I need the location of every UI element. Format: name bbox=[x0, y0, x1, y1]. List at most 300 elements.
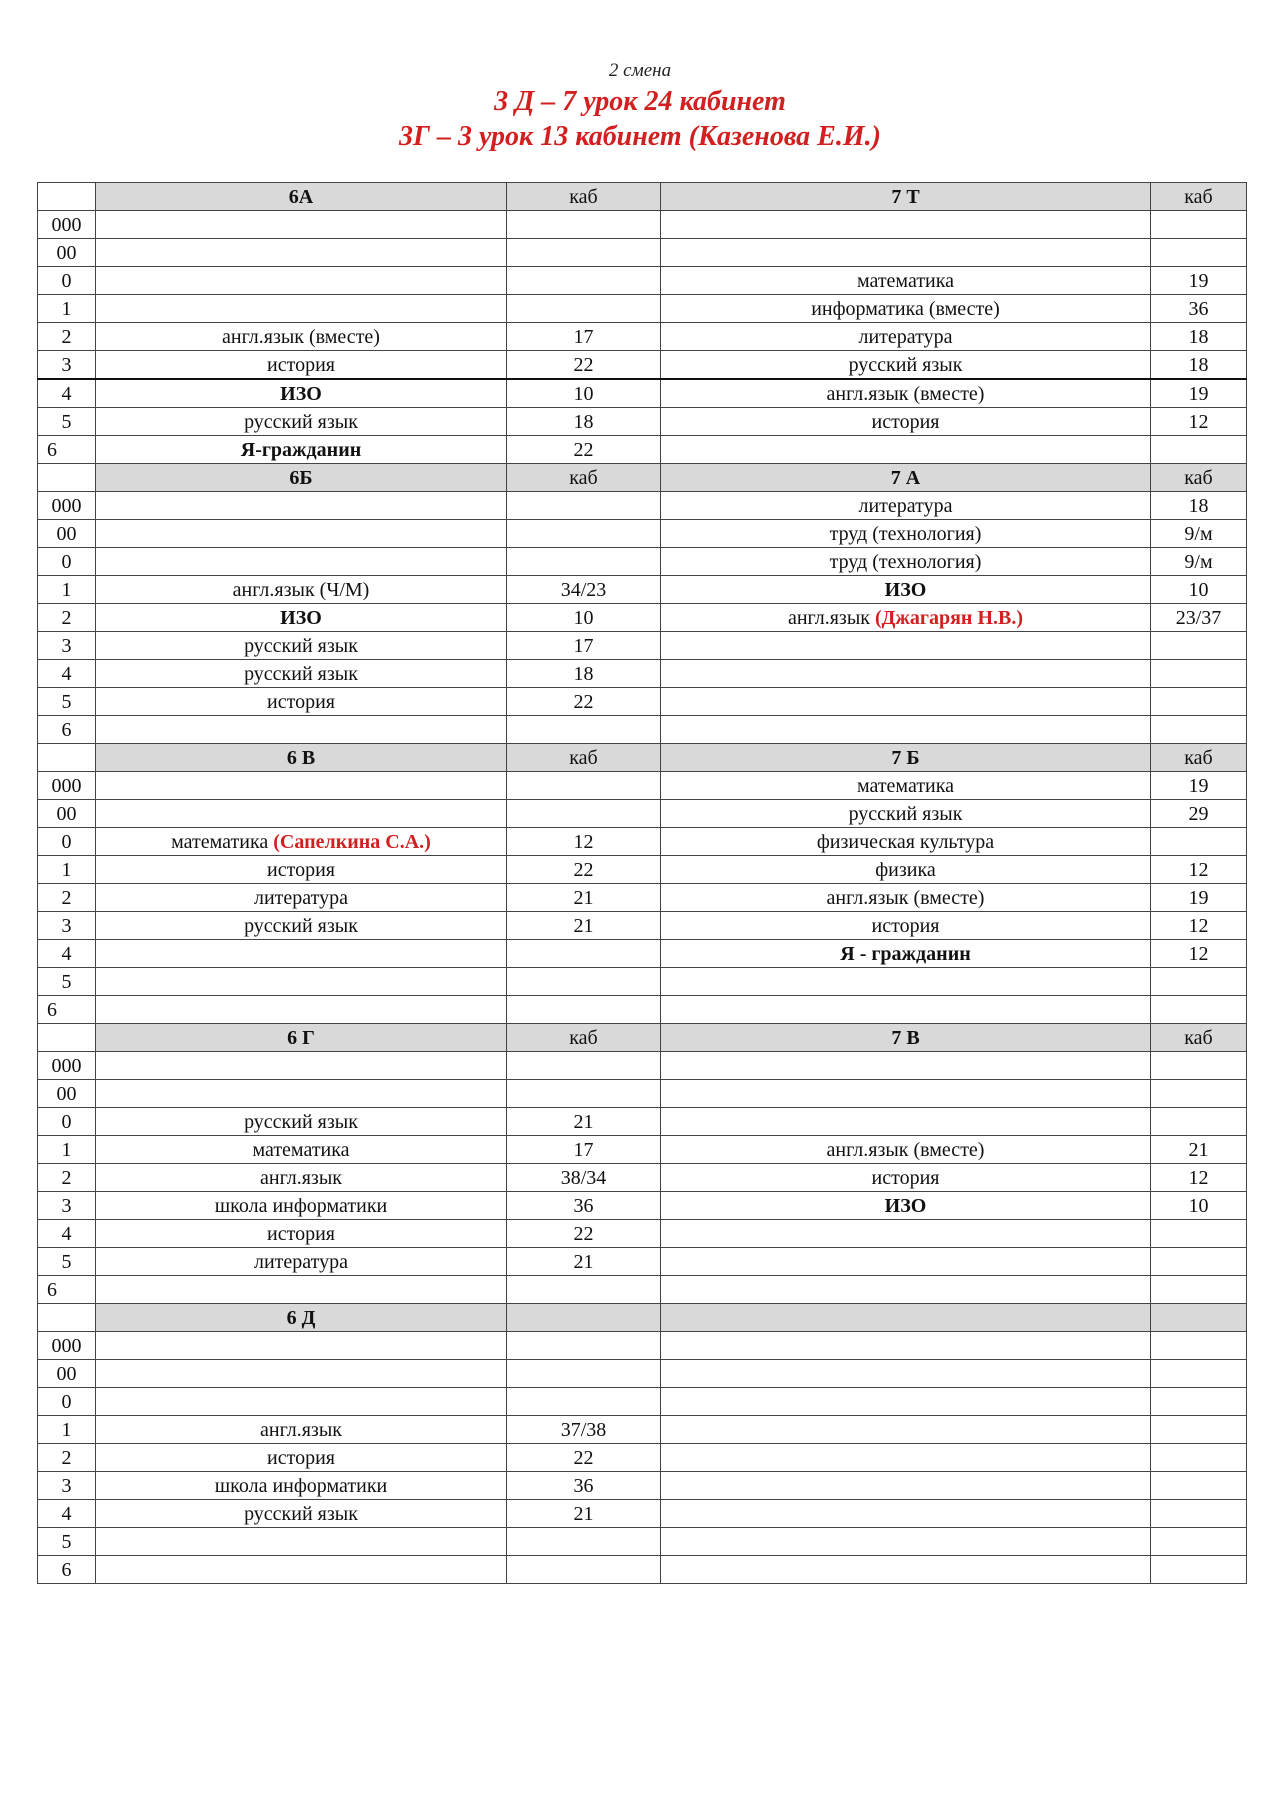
cabinet-right bbox=[1151, 688, 1247, 716]
lesson-number: 2 bbox=[38, 884, 96, 912]
lesson-number: 5 bbox=[38, 408, 96, 436]
lesson-row bbox=[38, 239, 1247, 267]
lesson-row bbox=[38, 1444, 1247, 1472]
notice-line-2: 3Г – 3 урок 13 кабинет (Казенова Е.И.) bbox=[399, 121, 881, 152]
cabinet-left: 22 bbox=[507, 1444, 661, 1472]
subject-left: русский язык bbox=[96, 912, 507, 940]
lesson-number: 2 bbox=[38, 323, 96, 351]
cabinet-left: 18 bbox=[507, 660, 661, 688]
class-name-left: 6Б bbox=[96, 464, 507, 492]
cabinet-right bbox=[1151, 1388, 1247, 1416]
subject-right: литература bbox=[661, 323, 1151, 351]
cabinet-right: 9/м bbox=[1151, 520, 1247, 548]
lesson-row bbox=[38, 351, 1247, 380]
cabinet-left bbox=[507, 1276, 661, 1304]
subject-right bbox=[661, 1108, 1151, 1136]
lesson-number: 3 bbox=[38, 1472, 96, 1500]
subject-right: русский язык bbox=[661, 800, 1151, 828]
subject-left: история bbox=[96, 856, 507, 884]
subject-right bbox=[661, 604, 1151, 632]
lesson-row bbox=[38, 267, 1247, 295]
subject-right bbox=[661, 1472, 1151, 1500]
schedule-table bbox=[37, 182, 1247, 1584]
subject-right: труд (технология) bbox=[661, 548, 1151, 576]
cabinet-left: 18 bbox=[507, 408, 661, 436]
subject-left bbox=[96, 772, 507, 800]
subject-right: история bbox=[661, 408, 1151, 436]
cabinet-right: 29 bbox=[1151, 800, 1247, 828]
subject-right bbox=[661, 968, 1151, 996]
lesson-number: 2 bbox=[38, 1444, 96, 1472]
class-header-row bbox=[38, 1304, 1247, 1332]
lesson-row bbox=[38, 1192, 1247, 1220]
subject-left bbox=[96, 295, 507, 323]
lesson-number: 3 bbox=[38, 632, 96, 660]
cabinet-left: 21 bbox=[507, 912, 661, 940]
lesson-number: 1 bbox=[38, 576, 96, 604]
lesson-row bbox=[38, 772, 1247, 800]
subject-left: литература bbox=[96, 1248, 507, 1276]
subject-left bbox=[96, 1360, 507, 1388]
cabinet-header-right: каб bbox=[1151, 1024, 1247, 1052]
lesson-number: 1 bbox=[38, 295, 96, 323]
cabinet-header-right: каб bbox=[1151, 183, 1247, 211]
subject-text: англ.язык bbox=[787, 606, 870, 629]
lesson-number: 3 bbox=[38, 1192, 96, 1220]
cabinet-right: 19 bbox=[1151, 772, 1247, 800]
class-name-right: 7 Б bbox=[661, 744, 1151, 772]
subject-left: школа информатики bbox=[96, 1472, 507, 1500]
subject-right: физическая культура bbox=[661, 828, 1151, 856]
cabinet-right bbox=[1151, 1528, 1247, 1556]
class-name-left: 6 Д bbox=[96, 1304, 507, 1332]
lesson-row bbox=[38, 1556, 1247, 1584]
cabinet-right: 10 bbox=[1151, 576, 1247, 604]
subject-left bbox=[96, 1332, 507, 1360]
class-header-row bbox=[38, 744, 1247, 772]
cabinet-left: 17 bbox=[507, 323, 661, 351]
subject-left bbox=[96, 1052, 507, 1080]
row-number-header bbox=[38, 744, 96, 772]
subject-right: ИЗО bbox=[661, 576, 1151, 604]
cabinet-left: 38/34 bbox=[507, 1164, 661, 1192]
lesson-row bbox=[38, 1528, 1247, 1556]
lesson-row bbox=[38, 716, 1247, 744]
lesson-row bbox=[38, 1332, 1247, 1360]
cabinet-right bbox=[1151, 1360, 1247, 1388]
subject-right: физика bbox=[661, 856, 1151, 884]
cabinet-right: 12 bbox=[1151, 912, 1247, 940]
cabinet-right: 12 bbox=[1151, 940, 1247, 968]
cabinet-header-right: каб bbox=[1151, 744, 1247, 772]
lesson-row bbox=[38, 576, 1247, 604]
cabinet-left: 36 bbox=[507, 1192, 661, 1220]
class-header-row bbox=[38, 464, 1247, 492]
lesson-number: 5 bbox=[38, 1248, 96, 1276]
cabinet-right bbox=[1151, 632, 1247, 660]
cabinet-right bbox=[1151, 1248, 1247, 1276]
subject-right: Я - гражданин bbox=[661, 940, 1151, 968]
lesson-number: 0 bbox=[38, 828, 96, 856]
subject-left: литература bbox=[96, 884, 507, 912]
cabinet-left bbox=[507, 492, 661, 520]
cabinet-right bbox=[1151, 660, 1247, 688]
cabinet-header-left: каб bbox=[507, 1024, 661, 1052]
subject-right bbox=[661, 1416, 1151, 1444]
class-name-left: 6 Г bbox=[96, 1024, 507, 1052]
cabinet-left: 10 bbox=[507, 604, 661, 632]
cabinet-right bbox=[1151, 1500, 1247, 1528]
cabinet-right bbox=[1151, 1556, 1247, 1584]
cabinet-left: 21 bbox=[507, 1108, 661, 1136]
subject-right bbox=[661, 1360, 1151, 1388]
cabinet-right bbox=[1151, 436, 1247, 464]
subject-right bbox=[661, 436, 1151, 464]
lesson-number: 4 bbox=[38, 660, 96, 688]
subject-left: англ.язык (Ч/М) bbox=[96, 576, 507, 604]
cabinet-right bbox=[1151, 1416, 1247, 1444]
subject-left: русский язык bbox=[96, 632, 507, 660]
subject-left: школа информатики bbox=[96, 1192, 507, 1220]
subject-left bbox=[96, 1556, 507, 1584]
lesson-row bbox=[38, 1500, 1247, 1528]
cabinet-left bbox=[507, 1528, 661, 1556]
lesson-row bbox=[38, 604, 1247, 632]
cabinet-right bbox=[1151, 716, 1247, 744]
cabinet-left: 36 bbox=[507, 1472, 661, 1500]
subject-right bbox=[661, 1444, 1151, 1472]
cabinet-right: 12 bbox=[1151, 408, 1247, 436]
class-name-right: 7 В bbox=[661, 1024, 1151, 1052]
subject-right bbox=[661, 1500, 1151, 1528]
lesson-row bbox=[38, 800, 1247, 828]
cabinet-right: 9/м bbox=[1151, 548, 1247, 576]
lesson-number: 00 bbox=[38, 800, 96, 828]
lesson-number: 1 bbox=[38, 1416, 96, 1444]
subject-right: литература bbox=[661, 492, 1151, 520]
subject-left: математика bbox=[96, 1136, 507, 1164]
row-number-header bbox=[38, 1304, 96, 1332]
subject-right: математика bbox=[661, 772, 1151, 800]
lesson-number: 4 bbox=[38, 379, 96, 408]
lesson-row bbox=[38, 323, 1247, 351]
lesson-number: 000 bbox=[38, 1332, 96, 1360]
row-number-header bbox=[38, 1024, 96, 1052]
subject-right bbox=[661, 1080, 1151, 1108]
subject-left bbox=[96, 1276, 507, 1304]
subject-right bbox=[661, 1052, 1151, 1080]
cabinet-right bbox=[1151, 1080, 1247, 1108]
subject-right: ИЗО bbox=[661, 1192, 1151, 1220]
subject-left: русский язык bbox=[96, 1108, 507, 1136]
cabinet-left: 21 bbox=[507, 1248, 661, 1276]
subject-left: ИЗО bbox=[96, 604, 507, 632]
cabinet-left bbox=[507, 1388, 661, 1416]
subject-left: история bbox=[96, 688, 507, 716]
lesson-row bbox=[38, 1416, 1247, 1444]
lesson-number: 5 bbox=[38, 1528, 96, 1556]
lesson-row bbox=[38, 1220, 1247, 1248]
lesson-number: 6 bbox=[38, 996, 96, 1024]
subject-right bbox=[661, 1556, 1151, 1584]
cabinet-left bbox=[507, 520, 661, 548]
subject-left: история bbox=[96, 1220, 507, 1248]
subject-left bbox=[96, 800, 507, 828]
subject-left: англ.язык bbox=[96, 1164, 507, 1192]
class-name-right: 7 Т bbox=[661, 183, 1151, 211]
cabinet-left bbox=[507, 968, 661, 996]
lesson-number: 0 bbox=[38, 267, 96, 295]
cabinet-left: 10 bbox=[507, 379, 661, 408]
class-name-left: 6 В bbox=[96, 744, 507, 772]
cabinet-left bbox=[507, 1360, 661, 1388]
subject-right: англ.язык (вместе) bbox=[661, 884, 1151, 912]
lesson-number: 0 bbox=[38, 548, 96, 576]
subject-right bbox=[661, 1388, 1151, 1416]
class-header-row bbox=[38, 1024, 1247, 1052]
lesson-row bbox=[38, 828, 1247, 856]
cabinet-right bbox=[1151, 1108, 1247, 1136]
lesson-row bbox=[38, 1136, 1247, 1164]
cabinet-header-left: каб bbox=[507, 464, 661, 492]
lesson-row bbox=[38, 295, 1247, 323]
lesson-row bbox=[38, 436, 1247, 464]
subject-right bbox=[661, 1276, 1151, 1304]
cabinet-left: 22 bbox=[507, 1220, 661, 1248]
lesson-row bbox=[38, 379, 1247, 408]
lesson-number: 2 bbox=[38, 604, 96, 632]
subject-right bbox=[661, 996, 1151, 1024]
cabinet-left bbox=[507, 1556, 661, 1584]
lesson-number: 6 bbox=[38, 716, 96, 744]
subject-right bbox=[661, 1248, 1151, 1276]
subject-right: англ.язык (вместе) bbox=[661, 379, 1151, 408]
cabinet-left bbox=[507, 1052, 661, 1080]
lesson-row bbox=[38, 492, 1247, 520]
cabinet-left: 34/23 bbox=[507, 576, 661, 604]
lesson-number: 0 bbox=[38, 1108, 96, 1136]
lesson-number: 5 bbox=[38, 688, 96, 716]
cabinet-right: 19 bbox=[1151, 379, 1247, 408]
cabinet-left: 17 bbox=[507, 632, 661, 660]
cabinet-right bbox=[1151, 1052, 1247, 1080]
subject-left bbox=[96, 239, 507, 267]
lesson-row bbox=[38, 856, 1247, 884]
lesson-number: 0 bbox=[38, 1388, 96, 1416]
subject-right bbox=[661, 1528, 1151, 1556]
lesson-row bbox=[38, 688, 1247, 716]
cabinet-header-right bbox=[1151, 1304, 1247, 1332]
subject-left: русский язык bbox=[96, 1500, 507, 1528]
lesson-number: 000 bbox=[38, 1052, 96, 1080]
subject-left bbox=[96, 940, 507, 968]
cabinet-header-left: каб bbox=[507, 183, 661, 211]
subject-left: история bbox=[96, 1444, 507, 1472]
cabinet-left: 22 bbox=[507, 688, 661, 716]
subject-right bbox=[661, 632, 1151, 660]
lesson-number: 4 bbox=[38, 1500, 96, 1528]
lesson-number: 2 bbox=[38, 1164, 96, 1192]
subject-right bbox=[661, 211, 1151, 239]
lesson-row bbox=[38, 912, 1247, 940]
cabinet-right bbox=[1151, 996, 1247, 1024]
cabinet-right: 12 bbox=[1151, 1164, 1247, 1192]
subject-right bbox=[661, 239, 1151, 267]
teacher-note: (Сапелкина С.А.) bbox=[273, 830, 431, 853]
cabinet-left bbox=[507, 800, 661, 828]
cabinet-left bbox=[507, 716, 661, 744]
lesson-number: 000 bbox=[38, 492, 96, 520]
cabinet-left bbox=[507, 940, 661, 968]
lesson-row bbox=[38, 1472, 1247, 1500]
subject-left bbox=[96, 1080, 507, 1108]
lesson-number: 000 bbox=[38, 772, 96, 800]
class-name-right bbox=[661, 1304, 1151, 1332]
lesson-row bbox=[38, 548, 1247, 576]
lesson-row bbox=[38, 1248, 1247, 1276]
lesson-number: 00 bbox=[38, 520, 96, 548]
lesson-number: 6 bbox=[38, 1276, 96, 1304]
cabinet-header-left bbox=[507, 1304, 661, 1332]
cabinet-left bbox=[507, 548, 661, 576]
subject-left: англ.язык (вместе) bbox=[96, 323, 507, 351]
lesson-number: 3 bbox=[38, 351, 96, 380]
cabinet-right: 19 bbox=[1151, 267, 1247, 295]
cabinet-right bbox=[1151, 968, 1247, 996]
lesson-row bbox=[38, 940, 1247, 968]
cabinet-left: 22 bbox=[507, 351, 661, 380]
lesson-number: 6 bbox=[38, 436, 96, 464]
lesson-row bbox=[38, 1080, 1247, 1108]
subject-right: математика bbox=[661, 267, 1151, 295]
subject-left bbox=[96, 716, 507, 744]
subject-right: труд (технология) bbox=[661, 520, 1151, 548]
lesson-row bbox=[38, 520, 1247, 548]
cabinet-left bbox=[507, 772, 661, 800]
subject-left bbox=[96, 968, 507, 996]
lesson-row bbox=[38, 660, 1247, 688]
subject-right bbox=[661, 1220, 1151, 1248]
cabinet-right: 19 bbox=[1151, 884, 1247, 912]
cabinet-right: 10 bbox=[1151, 1192, 1247, 1220]
class-name-left: 6А bbox=[96, 183, 507, 211]
cabinet-header-left: каб bbox=[507, 744, 661, 772]
subject-left bbox=[96, 996, 507, 1024]
lesson-row bbox=[38, 1108, 1247, 1136]
subject-right: история bbox=[661, 1164, 1151, 1192]
lesson-row bbox=[38, 408, 1247, 436]
cabinet-right: 36 bbox=[1151, 295, 1247, 323]
subject-left: история bbox=[96, 351, 507, 380]
subject-left bbox=[96, 211, 507, 239]
lesson-row bbox=[38, 996, 1247, 1024]
cabinet-right bbox=[1151, 1220, 1247, 1248]
lesson-row bbox=[38, 968, 1247, 996]
subject-right: информатика (вместе) bbox=[661, 295, 1151, 323]
cabinet-left: 12 bbox=[507, 828, 661, 856]
subject-left bbox=[96, 828, 507, 856]
subject-right: история bbox=[661, 912, 1151, 940]
lesson-row bbox=[38, 1052, 1247, 1080]
subject-left: русский язык bbox=[96, 660, 507, 688]
lesson-row bbox=[38, 1164, 1247, 1192]
subject-right bbox=[661, 660, 1151, 688]
lesson-number: 000 bbox=[38, 211, 96, 239]
cabinet-right bbox=[1151, 1276, 1247, 1304]
cabinet-right: 18 bbox=[1151, 492, 1247, 520]
lesson-number: 00 bbox=[38, 1080, 96, 1108]
lesson-number: 1 bbox=[38, 856, 96, 884]
lesson-number: 00 bbox=[38, 1360, 96, 1388]
cabinet-left: 21 bbox=[507, 884, 661, 912]
cabinet-right: 21 bbox=[1151, 1136, 1247, 1164]
notice-line-1: 3 Д – 7 урок 24 кабинет bbox=[494, 86, 786, 117]
lesson-number: 4 bbox=[38, 940, 96, 968]
subject-text: математика bbox=[171, 830, 269, 853]
subject-right bbox=[661, 716, 1151, 744]
subject-left: ИЗО bbox=[96, 379, 507, 408]
subject-left bbox=[96, 548, 507, 576]
lesson-number: 4 bbox=[38, 1220, 96, 1248]
teacher-note: (Джагарян Н.В.) bbox=[874, 606, 1024, 629]
cabinet-left bbox=[507, 267, 661, 295]
subject-left bbox=[96, 1388, 507, 1416]
cabinet-left: 22 bbox=[507, 436, 661, 464]
subject-left: англ.язык bbox=[96, 1416, 507, 1444]
subject-left: Я-гражданин bbox=[96, 436, 507, 464]
lesson-number: 00 bbox=[38, 239, 96, 267]
lesson-row bbox=[38, 632, 1247, 660]
lesson-row bbox=[38, 1360, 1247, 1388]
row-number-header bbox=[38, 183, 96, 211]
lesson-number: 3 bbox=[38, 912, 96, 940]
lesson-row bbox=[38, 884, 1247, 912]
cabinet-right: 18 bbox=[1151, 351, 1247, 380]
class-name-right: 7 А bbox=[661, 464, 1151, 492]
cabinet-left bbox=[507, 211, 661, 239]
cabinet-left bbox=[507, 239, 661, 267]
subject-left bbox=[96, 492, 507, 520]
row-number-header bbox=[38, 464, 96, 492]
cabinet-right: 23/37 bbox=[1151, 604, 1247, 632]
subject-left: русский язык bbox=[96, 408, 507, 436]
cabinet-right bbox=[1151, 1332, 1247, 1360]
cabinet-right bbox=[1151, 211, 1247, 239]
cabinet-left bbox=[507, 1080, 661, 1108]
cabinet-left bbox=[507, 996, 661, 1024]
subject-right: англ.язык (вместе) bbox=[661, 1136, 1151, 1164]
cabinet-right bbox=[1151, 1472, 1247, 1500]
lesson-row bbox=[38, 1276, 1247, 1304]
subject-right: русский язык bbox=[661, 351, 1151, 380]
lesson-row bbox=[38, 211, 1247, 239]
subject-right bbox=[661, 1332, 1151, 1360]
lesson-row bbox=[38, 1388, 1247, 1416]
subject-left bbox=[96, 267, 507, 295]
subject-left bbox=[96, 520, 507, 548]
cabinet-left bbox=[507, 295, 661, 323]
cabinet-left: 22 bbox=[507, 856, 661, 884]
schedule-body bbox=[38, 183, 1247, 1584]
class-header-row bbox=[38, 183, 1247, 211]
lesson-number: 5 bbox=[38, 968, 96, 996]
lesson-number: 1 bbox=[38, 1136, 96, 1164]
shift-label: 2 смена bbox=[608, 60, 672, 81]
cabinet-right bbox=[1151, 828, 1247, 856]
cabinet-header-right: каб bbox=[1151, 464, 1247, 492]
cabinet-right: 12 bbox=[1151, 856, 1247, 884]
cabinet-left: 21 bbox=[507, 1500, 661, 1528]
